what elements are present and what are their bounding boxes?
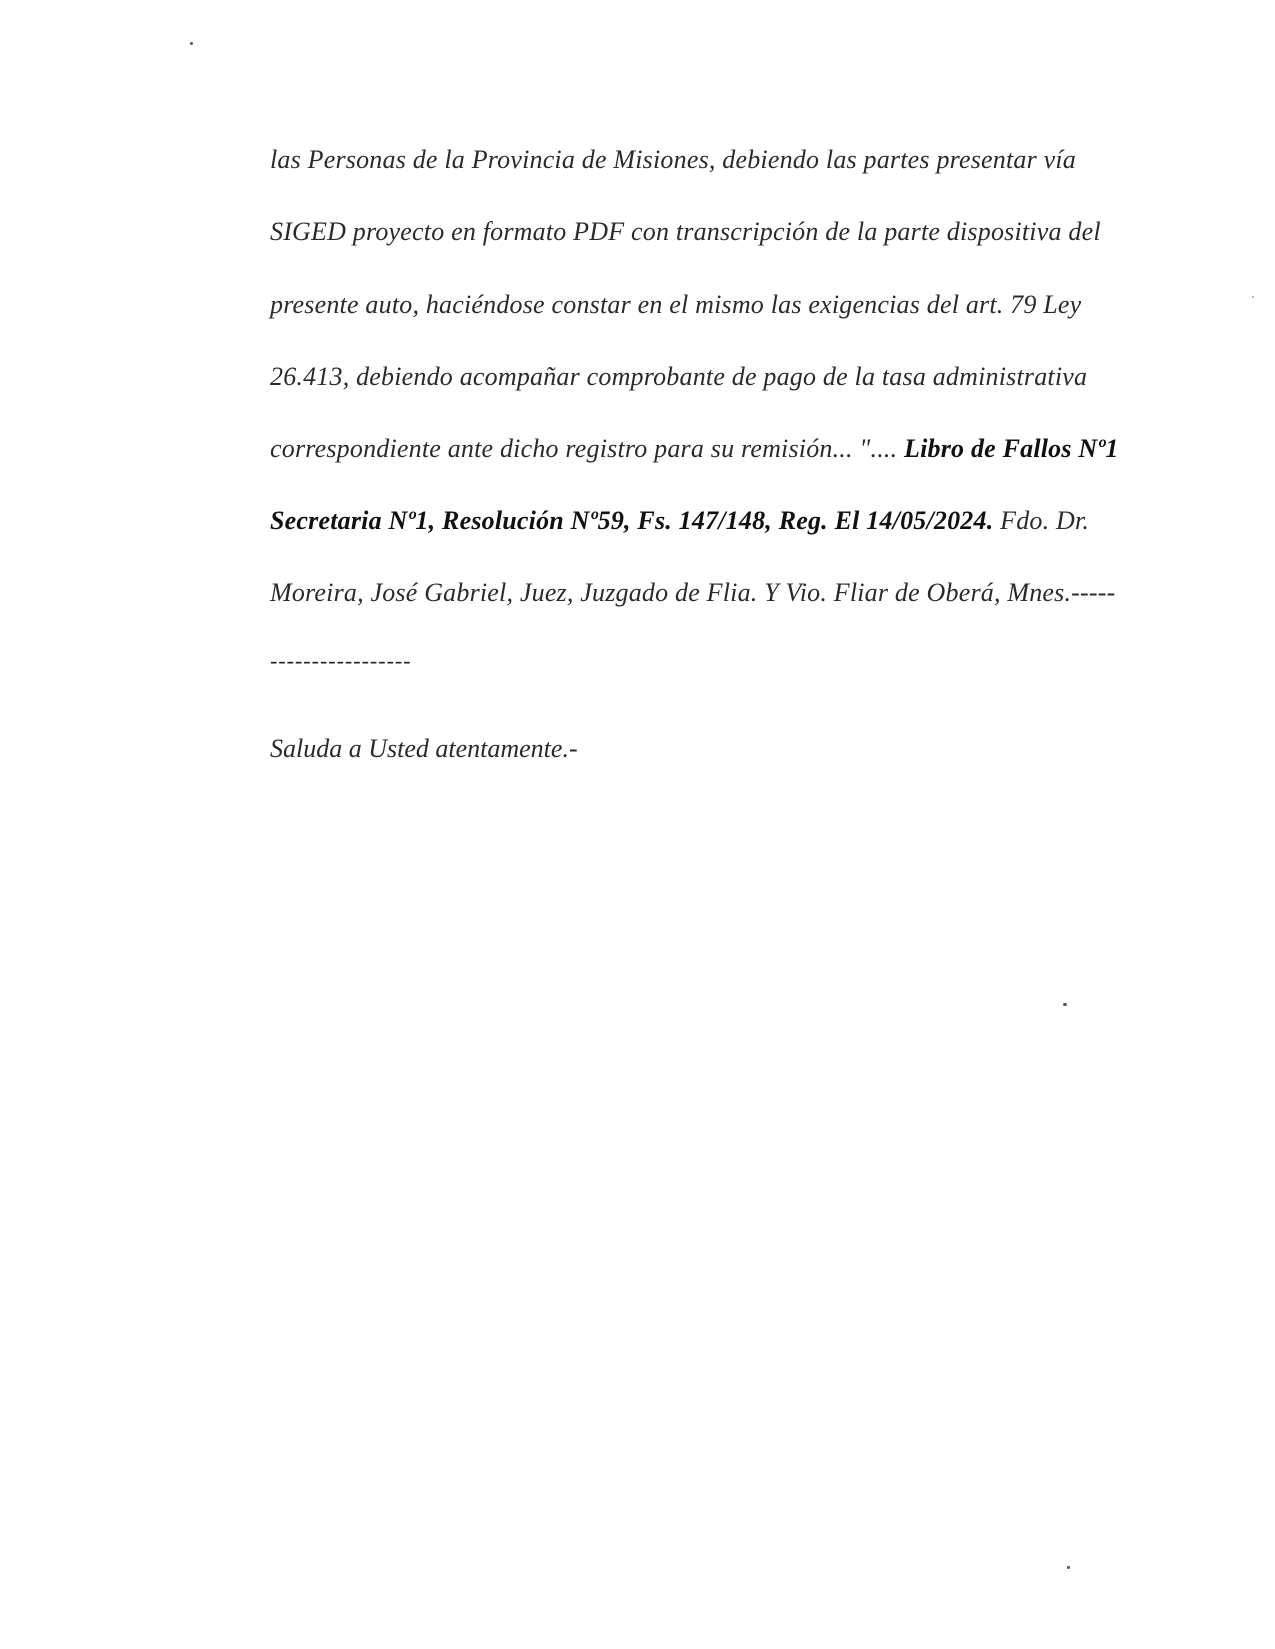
closing-greeting: Saluda a Usted atentamente.-: [270, 734, 578, 763]
body-line-7: Moreira, José Gabriel, Juez, Juzgado de Flia. Y Vio. Fliar de Oberá, Mnes.-----: [270, 578, 1116, 607]
body-line-6: [270, 505, 1090, 537]
body-line-2: SIGED proyecto en formato PDF con transcripción de la parte dispositiva del: [270, 217, 1101, 246]
dash-line: -----------------: [270, 648, 412, 673]
resolution-reference: Secretaria Nº1, Resolución Nº59, Fs. 147/148, Reg. El 14/05/2024.: [270, 506, 994, 535]
body-line-5: [270, 433, 1119, 465]
body-line-4: 26.413, debiendo acompañar comprobante de pago de la tasa administrativa: [270, 362, 1088, 391]
body-line-3: presente auto, haciéndose constar en el mismo las exigencias del art. 79 Ley: [270, 290, 1082, 319]
body-line-6-text: Fdo. Dr.: [993, 506, 1090, 535]
body-line-1: las Personas de la Provincia de Misiones, debiendo las partes presentar vía: [270, 145, 1076, 174]
scan-speck: [1063, 1003, 1067, 1006]
scan-speck: [190, 42, 193, 45]
book-reference: Libro de Fallos Nº1: [904, 434, 1119, 463]
scan-speck: [1252, 296, 1254, 298]
body-line-5-text: correspondiente ante dicho registro para su remisión... "....: [270, 434, 905, 463]
scan-speck: [1067, 1566, 1070, 1569]
